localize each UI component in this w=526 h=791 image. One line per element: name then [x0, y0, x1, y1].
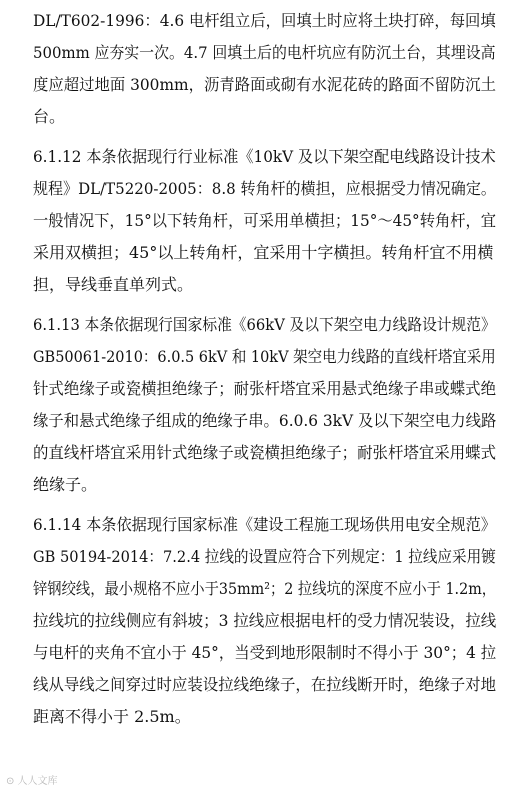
text-line: 针式绝缘子或瓷横担绝缘子；耐张杆塔宜采用悬式绝缘子串或蝶式绝 — [33, 379, 497, 398]
watermark: ⊙ 人人文库 — [6, 776, 58, 787]
text-line: 度应超过地面 300mm，沥青路面或砌有水泥花砖的路面不留防沉土 — [33, 75, 496, 94]
text-line: 6.1.13 本条依据现行国家标准《66kV 及以下架空电力线路设计规范》 — [33, 315, 496, 334]
text-line: 与电杆的夹角不宜小于 45°，当受到地形限制时不得小于 30°；4 拉 — [33, 643, 497, 662]
text-line: DL/T602-1996：4.6 电杆组立后，回填土时应将土块打碎，每回填 — [33, 11, 496, 30]
text-line: 担，导线垂直单列式。 — [33, 275, 194, 294]
text-line: 锌钢绞线，最小规格不应小于35mm²；2 拉线坑的深度不应小于 1.2m， — [33, 579, 497, 598]
text-line: 台。 — [33, 107, 66, 126]
text-line: 采用双横担；45°以上转角杆，宜采用十字横担。转角杆宜不用横 — [33, 243, 494, 262]
text-line: 一般情况下，15°以下转角杆，可采用单横担；15°～45°转角杆，宜 — [33, 211, 497, 230]
text-line: 绝缘子。 — [33, 475, 98, 494]
text-line: 500mm 应夯实一次。4.7 回填土后的电杆坑应有防沉土台，其埋设高 — [33, 43, 496, 62]
text-line: GB50061-2010：6.0.5 6kV 和 10kV 架空电力线路的直线杆塔宜采用 — [33, 347, 496, 366]
text-line: 6.1.12 本条依据现行行业标准《10kV 及以下架空配电线路设计技术 — [33, 147, 496, 166]
text-line: 缘子和悬式绝缘子组成的绝缘子串。6.0.6 3kV 及以下架空电力线路 — [33, 411, 497, 430]
text-line: 线从导线之间穿过时应装设拉线绝缘子，在拉线断开时，绝缘子对地 — [33, 675, 497, 694]
text-line: 规程》DL/T5220-2005：8.8 转角杆的横担，应根据受力情况确定。 — [33, 179, 496, 198]
text-line: 拉线坑的拉线侧应有斜坡；3 拉线应根据电杆的受力情况装设，拉线 — [33, 611, 497, 630]
text-line: 6.1.14 本条依据现行国家标准《建设工程施工现场供用电安全规范》 — [33, 515, 496, 534]
text-line: 距离不得小于 2.5m。 — [33, 707, 191, 726]
text-line: 的直线杆塔宜采用针式绝缘子或瓷横担绝缘子；耐张杆塔宜采用蝶式 — [33, 443, 497, 462]
text-line: GB 50194-2014：7.2.4 拉线的设置应符合下列规定：1 拉线应采用镀 — [33, 547, 496, 566]
